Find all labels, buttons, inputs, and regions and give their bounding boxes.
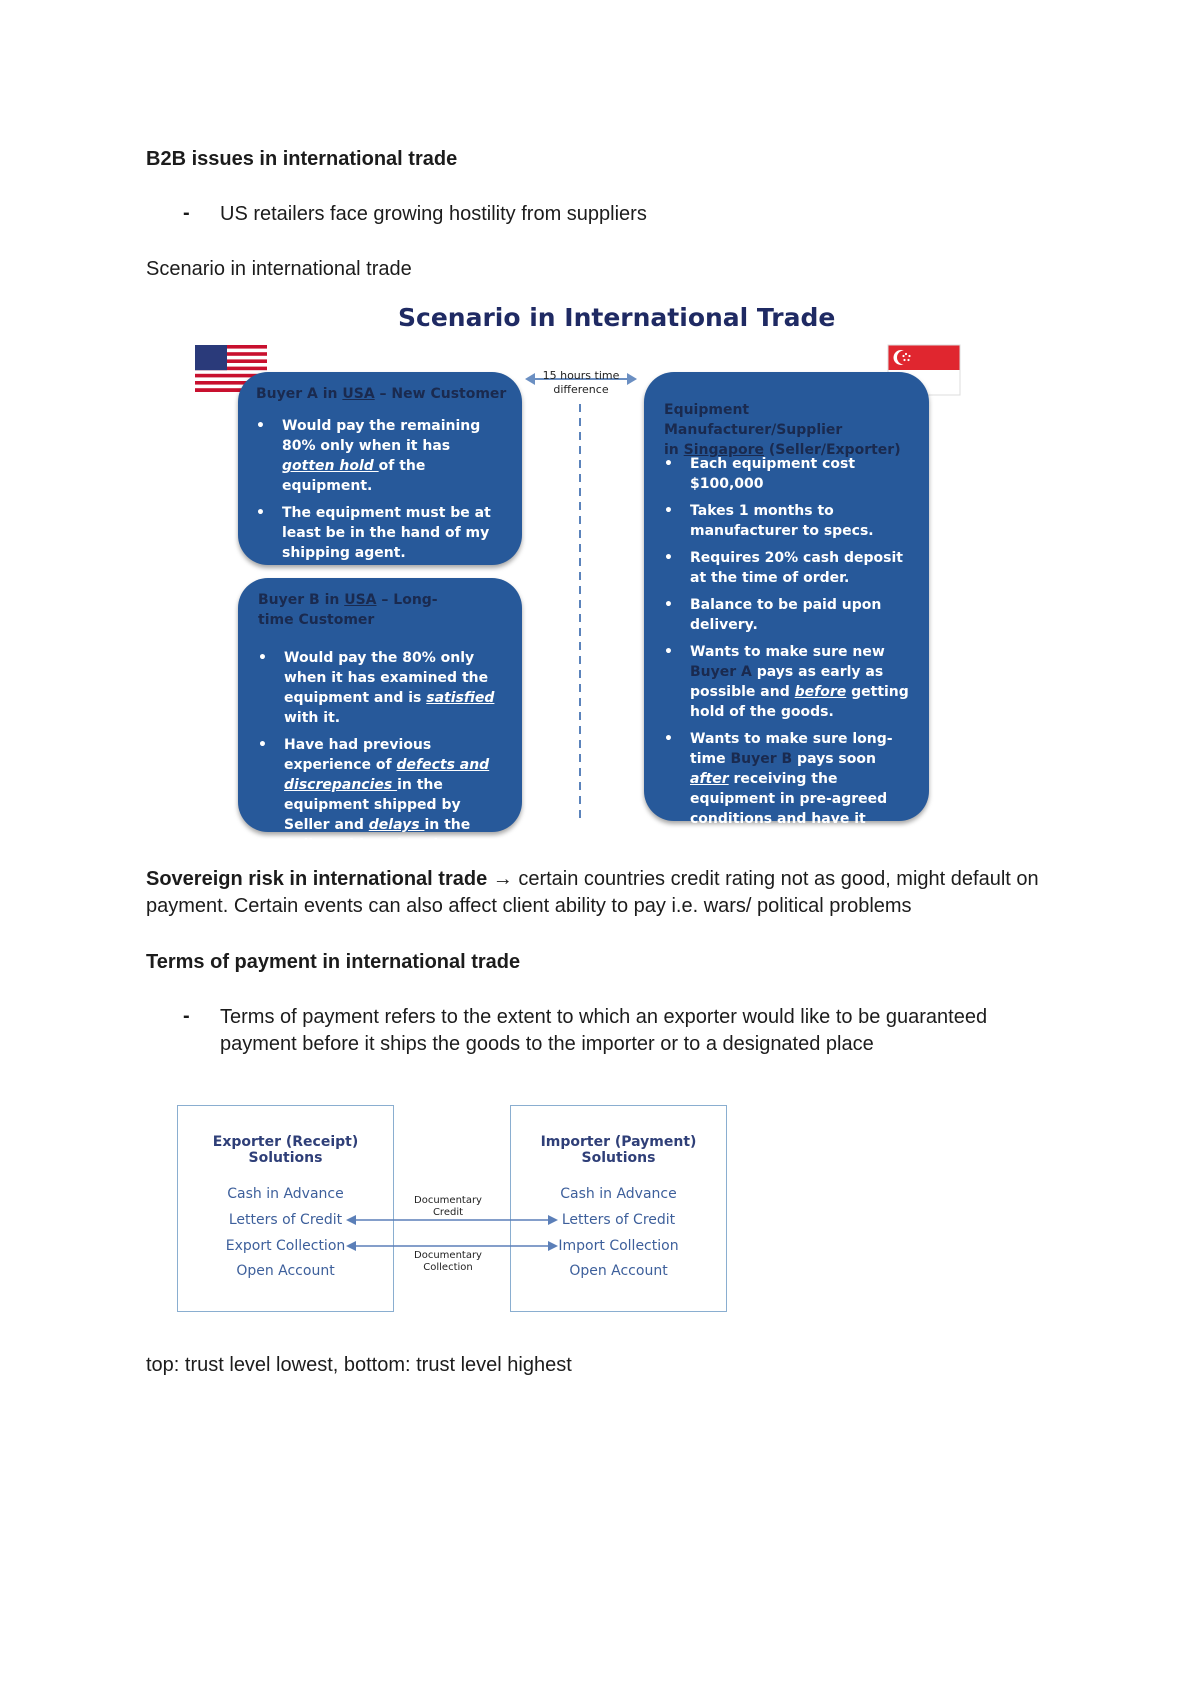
buyer-b-item: • Would pay the 80% only when it has examined the equipment and is satisfied with it.	[258, 648, 508, 728]
importer-solution-item: Open Account	[569, 1263, 668, 1279]
bullet-dash: -	[183, 202, 190, 224]
time-difference-connector	[525, 366, 637, 822]
importer-solution-item: Cash in Advance	[560, 1186, 677, 1202]
scenario-label: Scenario in international trade	[146, 258, 412, 280]
seller-item: • Wants to make sure long-time Buyer B pays soon after receiving the equipment in pre-agreed conditions and have it commissioned.	[664, 729, 914, 849]
seller-item: • Wants to make sure new Buyer A pays as early as possible and before getting hold of the goods.	[664, 642, 914, 722]
documentary-credit-label: Documentary Credit	[408, 1195, 488, 1219]
right-arrow-icon: →	[492, 868, 513, 890]
buyer-a-heading: Buyer A in USA – New Customer	[256, 386, 507, 402]
heading-terms: Terms of payment in international trade	[146, 951, 521, 973]
time-difference-label: 15 hours time difference	[542, 369, 620, 396]
seller-heading: Equipment Manufacturer/Supplier in Singapore (Seller/Exporter)	[664, 402, 901, 458]
documentary-collection-label: Documentary Collection	[408, 1250, 488, 1274]
buyer-a-box	[238, 372, 522, 565]
sovereign-risk-paragraph	[146, 866, 1076, 920]
b2b-bullet-text: US retailers face growing hostility from suppliers	[220, 203, 647, 225]
importer-solutions-title: Importer (Payment) Solutions	[540, 1134, 697, 1166]
sovereign-risk-term: Sovereign risk in international trade	[146, 868, 488, 890]
seller-item: • Requires 20% cash deposit at the time of order.	[664, 548, 914, 588]
sovereign-risk-text: certain countries credit rating not as good, might default on payment. Certain events can also affect client ability to pay i.e. wars/ political problems	[146, 868, 1039, 917]
buyer-a-item: • The equipment must be at least be in the hand of my shipping agent.	[256, 503, 506, 563]
importer-solution-item: Import Collection	[558, 1238, 679, 1254]
buyer-b-item: • Have had previous experience of defects and discrepancies in the equipment shipped by Seller and delays in the Seller addressing them.	[258, 735, 508, 855]
buyer-b-box	[238, 578, 522, 853]
seller-item: • Balance to be paid upon delivery.	[664, 595, 914, 635]
exporter-solution-item: Export Collection	[225, 1238, 346, 1254]
seller-item: • Each equipment cost $100,000	[664, 454, 914, 494]
seller-item: • Takes 1 months to manufacturer to specs.	[664, 501, 914, 541]
exporter-solution-item: Open Account	[236, 1263, 335, 1279]
exporter-solution-item: Cash in Advance	[227, 1186, 344, 1202]
exporter-solutions-title: Exporter (Receipt) Solutions	[212, 1134, 359, 1166]
seller-box	[644, 372, 929, 847]
exporter-solution-item: Letters of Credit	[228, 1212, 343, 1228]
exporter-solutions-box	[177, 1105, 394, 1312]
trust-note: top: trust level lowest, bottom: trust level highest	[146, 1354, 572, 1376]
terms-bullet-text: Terms of payment refers to the extent to which an exporter would like to be guaranteed payment before it ships the goods to the importer or to a designated place	[220, 1006, 988, 1055]
figure-title: Scenario in International Trade	[398, 303, 836, 332]
heading-b2b: B2B issues in international trade	[146, 148, 458, 170]
buyer-b-heading: Buyer B in USA – Long-time Customer	[258, 592, 438, 628]
buyer-a-item: • Would pay the remaining 80% only when it has gotten hold of the equipment.	[256, 416, 506, 496]
importer-solution-item: Letters of Credit	[561, 1212, 676, 1228]
bullet-dash: -	[183, 1005, 190, 1027]
importer-solutions-box	[510, 1105, 727, 1312]
